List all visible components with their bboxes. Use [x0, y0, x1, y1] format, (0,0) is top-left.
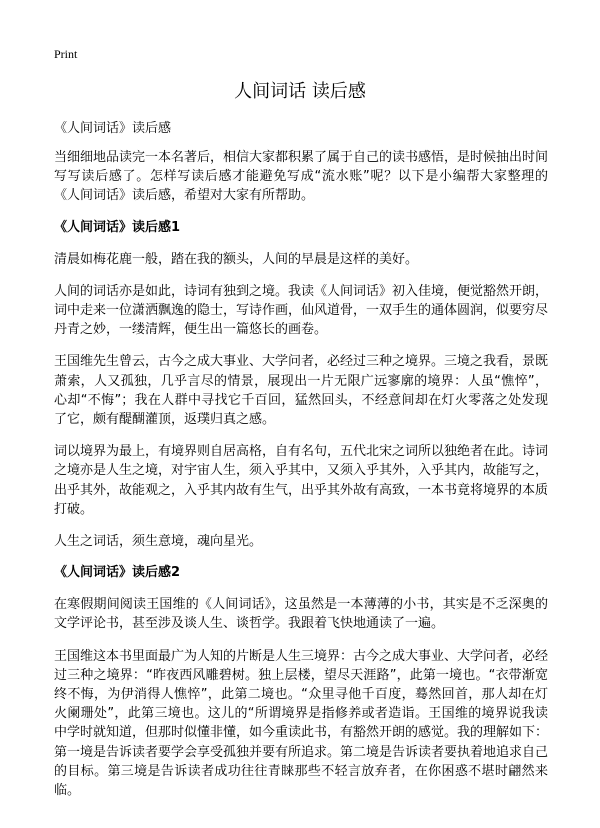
print-link[interactable]: Print — [54, 47, 78, 61]
section-1-paragraph-2: 人间的词话亦是如此，诗词有独到之境。我读《人间词话》初入佳境，便觉豁然开朗，词中走来一位潇洒飘逸的隐士，写诗作画，仙风道骨，一双手生的通体圆润，似要穷尽丹青之妙，一缕清辉，便生出一篇悠长的画卷。 — [54, 283, 549, 338]
section-heading-2: 《人间词话》读后感2 — [54, 565, 181, 581]
section-1-paragraph-4: 词以境界为最上，有境界则自居高格，自有名句，五代北宋之词所以独绝者在此。诗词之境亦是人生之境，对宇宙人生，须入乎其中，又须入乎其外，入乎其内，故能写之，出乎其外，故能观之，入乎其内故有生气，出乎其外故有高致，一本书竟将境界的本质打破。 — [54, 444, 549, 517]
page-title: 人间词话 读后感 — [234, 81, 366, 102]
section-2-paragraph-2: 王国维这本书里面最广为人知的片断是人生三境界：古今之成大事业、大学问者，必经过三种之境界：“昨夜西风雕碧树。独上层楼，望尽天涯路”，此第一境也。“衣带渐宽终不悔，为伊消得人憔悴”，此第二境也。“众里寻他千百度，蓦然回首，那人却在灯火阑珊处”，此第三境也。这儿的“所谓境界是指修养或者造诣。王国维的境界说我读中学时就知道，但那时似懂非懂，如今重读此书，有豁然开朗的感觉。我的理解如下：第一境是告诉读者要学会享受孤独并要有所追求。第二境是告诉读者要执着地追求自己的目标。第三境是告诉读者成功往往青睐那些不轻言放弃者，在你困惑不堪时翩然来临。 — [54, 648, 549, 799]
article-body — [54, 148, 548, 813]
document-subtitle: 《人间词话》读后感 — [54, 121, 172, 136]
section-1-paragraph-5: 人生之词话，须生意境，魂向星光。 — [54, 534, 263, 550]
section-heading-1: 《人间词话》读后感1 — [54, 219, 181, 235]
intro-paragraph: 当细细地品读完一本名著后，相信大家都积累了属于自己的读书感悟，是时候抽出时间写写读后感了。怎样写读后感才能避免写成“流水账”呢？以下是小编帮大家整理的《人间词话》读后感，希望对大家有所帮助。 — [54, 150, 549, 204]
section-1-paragraph-3: 王国维先生曾云，古今之成大事业、大学问者，必经过三种之境界。三境之我看，景既萧索，人又孤独，几乎言尽的情景，展现出一片无限广远寥廓的境界：人虽“憔悴”，心却“不悔”；我在人群中寻找它千百回，猛然回头，不经意间却在灯火零落之处发现了它，颇有醍醐灌顶，返璞归真之感。 — [54, 354, 549, 428]
section-1-paragraph-1: 清晨如梅花鹿一般，踏在我的额头，人间的早晨是这样的美好。 — [54, 251, 419, 267]
section-2-paragraph-1: 在寒假期间阅读王国维的《人间词话》，这虽然是一本薄薄的小书，其实是不乏深奥的文学评论书，甚至涉及谈人生、谈哲学。我跟着飞快地通读了一遍。 — [54, 597, 548, 632]
